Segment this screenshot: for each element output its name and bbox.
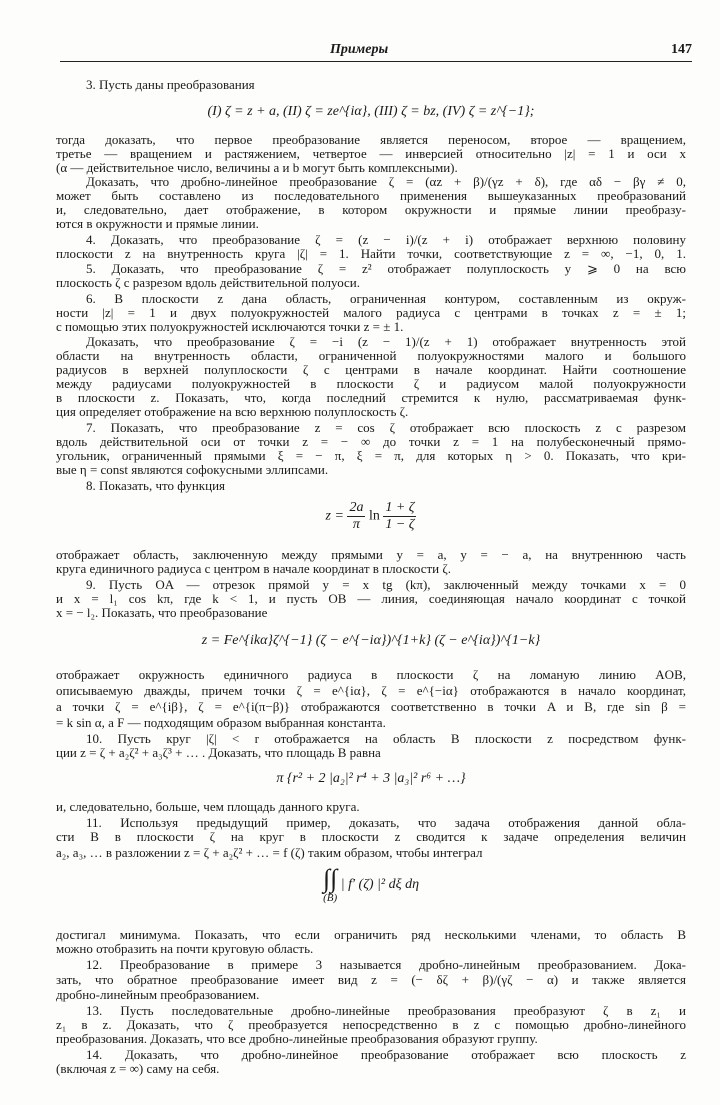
- text-line: Доказать, что дробно-линейное преобразование ζ = (αz + β)/(γz + δ), где αδ − βγ ≠ 0,: [86, 174, 686, 189]
- text-line: а точки ζ = e^{iβ}, ζ = e^{i(π−β)} отображаются соответственно в точки A и B, где sin β =: [56, 699, 686, 714]
- text-line: a₂, a₃, … в разложении z = ζ + a₂ζ² + … = f (ζ) таким образом, чтобы интеграл: [56, 845, 483, 860]
- text-line: третье — вращением и растяжением, четвертое — инверсией относительно |z| = 1 и оси x: [56, 146, 686, 161]
- text-line: ция определяет отображение на всю верхнюю полуплоскость ζ.: [56, 404, 409, 419]
- text-line: можно отобразить на почти круговую область.: [56, 941, 314, 956]
- text-line: круга единичного радиуса с центром в начале координат в плоскости ζ.: [56, 561, 451, 576]
- text-line: радиусов в верхней полуплоскости ζ с центрами в начале координат. Найти соотношение: [56, 362, 686, 377]
- text-line: (включая z = ∞) саму на себя.: [56, 1061, 220, 1076]
- text-line: x = − l₂. Показать, что преобразование: [56, 605, 268, 620]
- double-integral: [323, 866, 337, 904]
- formula-lhs: z =: [325, 508, 344, 524]
- text-line: в плоскости z. Показать, что, когда последний стремится к нулю, рассматриваемая функ-: [56, 390, 686, 405]
- text-line: 9. Пусть OA — отрезок прямой y = x tg (kπ), заключенный между точками x = 0: [86, 577, 686, 592]
- formula-log-mapping: [56, 500, 686, 533]
- text-line: 3. Пусть даны преобразования: [86, 77, 255, 92]
- page-number: 147: [671, 42, 692, 57]
- text-line: (α — действительное число, величины a и b могут быть комплексными).: [56, 160, 458, 175]
- integrand: | f′ (ζ) |² dξ dη: [340, 877, 420, 893]
- text-line: = k sin α, а F — подходящим образом выбранная константа.: [56, 715, 386, 730]
- integral-sign: ∫∫: [322, 864, 338, 893]
- log-symbol: ln: [368, 508, 380, 524]
- formula-polygon-mapping: z = Fe^{ikα}ζ^{−1} (ζ − e^{−iα})^{1+k} (ζ − e^{iα})^{1−k}: [201, 633, 541, 648]
- text-line: ции z = ζ + a₂ζ² + a₃ζ³ + … . Доказать, что площадь B равна: [56, 745, 381, 760]
- text-line: с помощью этих полуокружностей исключаются точки z = ± 1.: [56, 319, 404, 334]
- formula-integral: [56, 866, 686, 904]
- text-line: Доказать, что преобразование ζ = −i (z − 1)/(z + 1) отображает внутренность этой: [86, 334, 686, 349]
- text-line: сти B в плоскости ζ на круг в плоскости z сводится к задаче определения величин: [56, 829, 686, 844]
- fraction-argument: $\frac{1 + \zeta}{1 - \zeta}$: [385, 500, 415, 532]
- running-header-title: Примеры: [330, 42, 389, 57]
- text-line: угольник, ограниченный прямыми ξ = − π, ξ = π, для которых η > 0. Показать, что кри-: [56, 448, 686, 463]
- text-line: области на внутренность области, ограниченной полуокружностями малого и большого: [56, 348, 686, 363]
- fraction-coefficient: $\frac{2a}{\pi}$: [349, 500, 364, 532]
- text-line: между радиусами полуокружностей в плоскости ζ и радиусом малой полуокружности: [56, 376, 686, 391]
- text-line: 12. Преобразование в примере 3 называется дробно-линейным преобразованием. Дока-: [86, 957, 686, 972]
- text-line: и x = l₁ cos kπ, где k < 1, и пусть OB — линия, соединяющая начало координат с точкой: [56, 591, 686, 606]
- formula-area: π {r² + 2 |a₂|² r⁴ + 3 |a₃|² r⁶ + …}: [276, 771, 466, 786]
- text-line: 8. Показать, что функция: [86, 478, 226, 493]
- text-line: 10. Пусть круг |ζ| < r отображается на область B плоскости z посредством функ-: [86, 731, 686, 746]
- text-line: вдоль действительной оси от точки z = − ∞ до точки z = 1 на полубесконечный прямо-: [56, 434, 686, 449]
- formula-transformations: (I) ζ = z + a, (II) ζ = ze^{iα}, (III) ζ = bz, (IV) ζ = z^{−1};: [207, 104, 535, 119]
- text-line: 14. Доказать, что дробно-линейное преобразование отображает всю плоскость z: [86, 1047, 686, 1062]
- text-line: тогда доказать, что первое преобразование является переносом, второе — вращением,: [56, 132, 686, 147]
- text-line: достигал минимума. Показать, что если ограничить ряд несколькими членами, то область B: [56, 927, 686, 942]
- text-line: преобразования. Доказать, что все дробно-линейные преобразования образуют группу.: [56, 1031, 538, 1046]
- text-line: ются в окружности и прямые линии.: [56, 216, 259, 231]
- text-line: 13. Пусть последовательные дробно-линейные преобразования преобразуют ζ в z₁ и: [86, 1003, 686, 1018]
- text-line: дробно-линейным преобразованием.: [56, 987, 260, 1002]
- text-line: 5. Доказать, что преобразование ζ = z² отображает полуплоскость y ⩾ 0 на всю: [86, 261, 686, 276]
- integral-domain: (B): [323, 892, 338, 904]
- header-rule: [60, 61, 692, 62]
- text-line: ности |z| = 1 и двух полуокружностей малого радиуса с центрами в точках z = ± 1;: [56, 305, 686, 320]
- text-line: 4. Доказать, что преобразование ζ = (z − i)/(z + i) отображает верхнюю половину: [86, 232, 686, 247]
- text-line: вые η = const являются софокусными эллипсами.: [56, 462, 329, 477]
- text-line: и, следовательно, больше, чем площадь данного круга.: [56, 799, 360, 814]
- text-line: может быть составлено из последовательного применения вышеуказанных преобразований: [56, 188, 686, 203]
- text-line: 11. Используя предыдущий пример, доказать, что задача отображения данной обла-: [86, 815, 686, 830]
- text-line: z₁ в z. Доказать, что ζ преобразуется непосредственно в z с помощью дробно-линейного: [56, 1017, 686, 1032]
- text-line: отображает область, заключенную между прямыми y = a, y = − a, на внутреннюю часть: [56, 547, 686, 562]
- text-line: зать, что обратное преобразование имеет вид z = (− δζ + β)/(γζ − α) и также является: [56, 972, 686, 987]
- text-line: 6. В плоскости z дана область, ограниченная контуром, составленным из окруж-: [86, 291, 686, 306]
- text-line: 7. Показать, что преобразование z = cos ζ отображает всю плоскость z с разрезом: [86, 420, 686, 435]
- text-line: отображает окружность единичного радиуса в плоскости ζ на ломаную линию AOB,: [56, 667, 686, 682]
- text-line: плоскости z на внутренность круга |ζ| = 1. Найти точки, соответствующие z = ∞, −1, 0, 1.: [56, 246, 686, 261]
- text-line: и, следовательно, дает отображение, в котором окружности и прямые линии преобразу-: [56, 202, 686, 217]
- text-line: плоскость ζ с разрезом вдоль действительной полуоси.: [56, 275, 361, 290]
- text-line: описываемую дважды, причем точки ζ = e^{iα}, ζ = e^{−iα} отображаются в начало координат,: [56, 683, 686, 698]
